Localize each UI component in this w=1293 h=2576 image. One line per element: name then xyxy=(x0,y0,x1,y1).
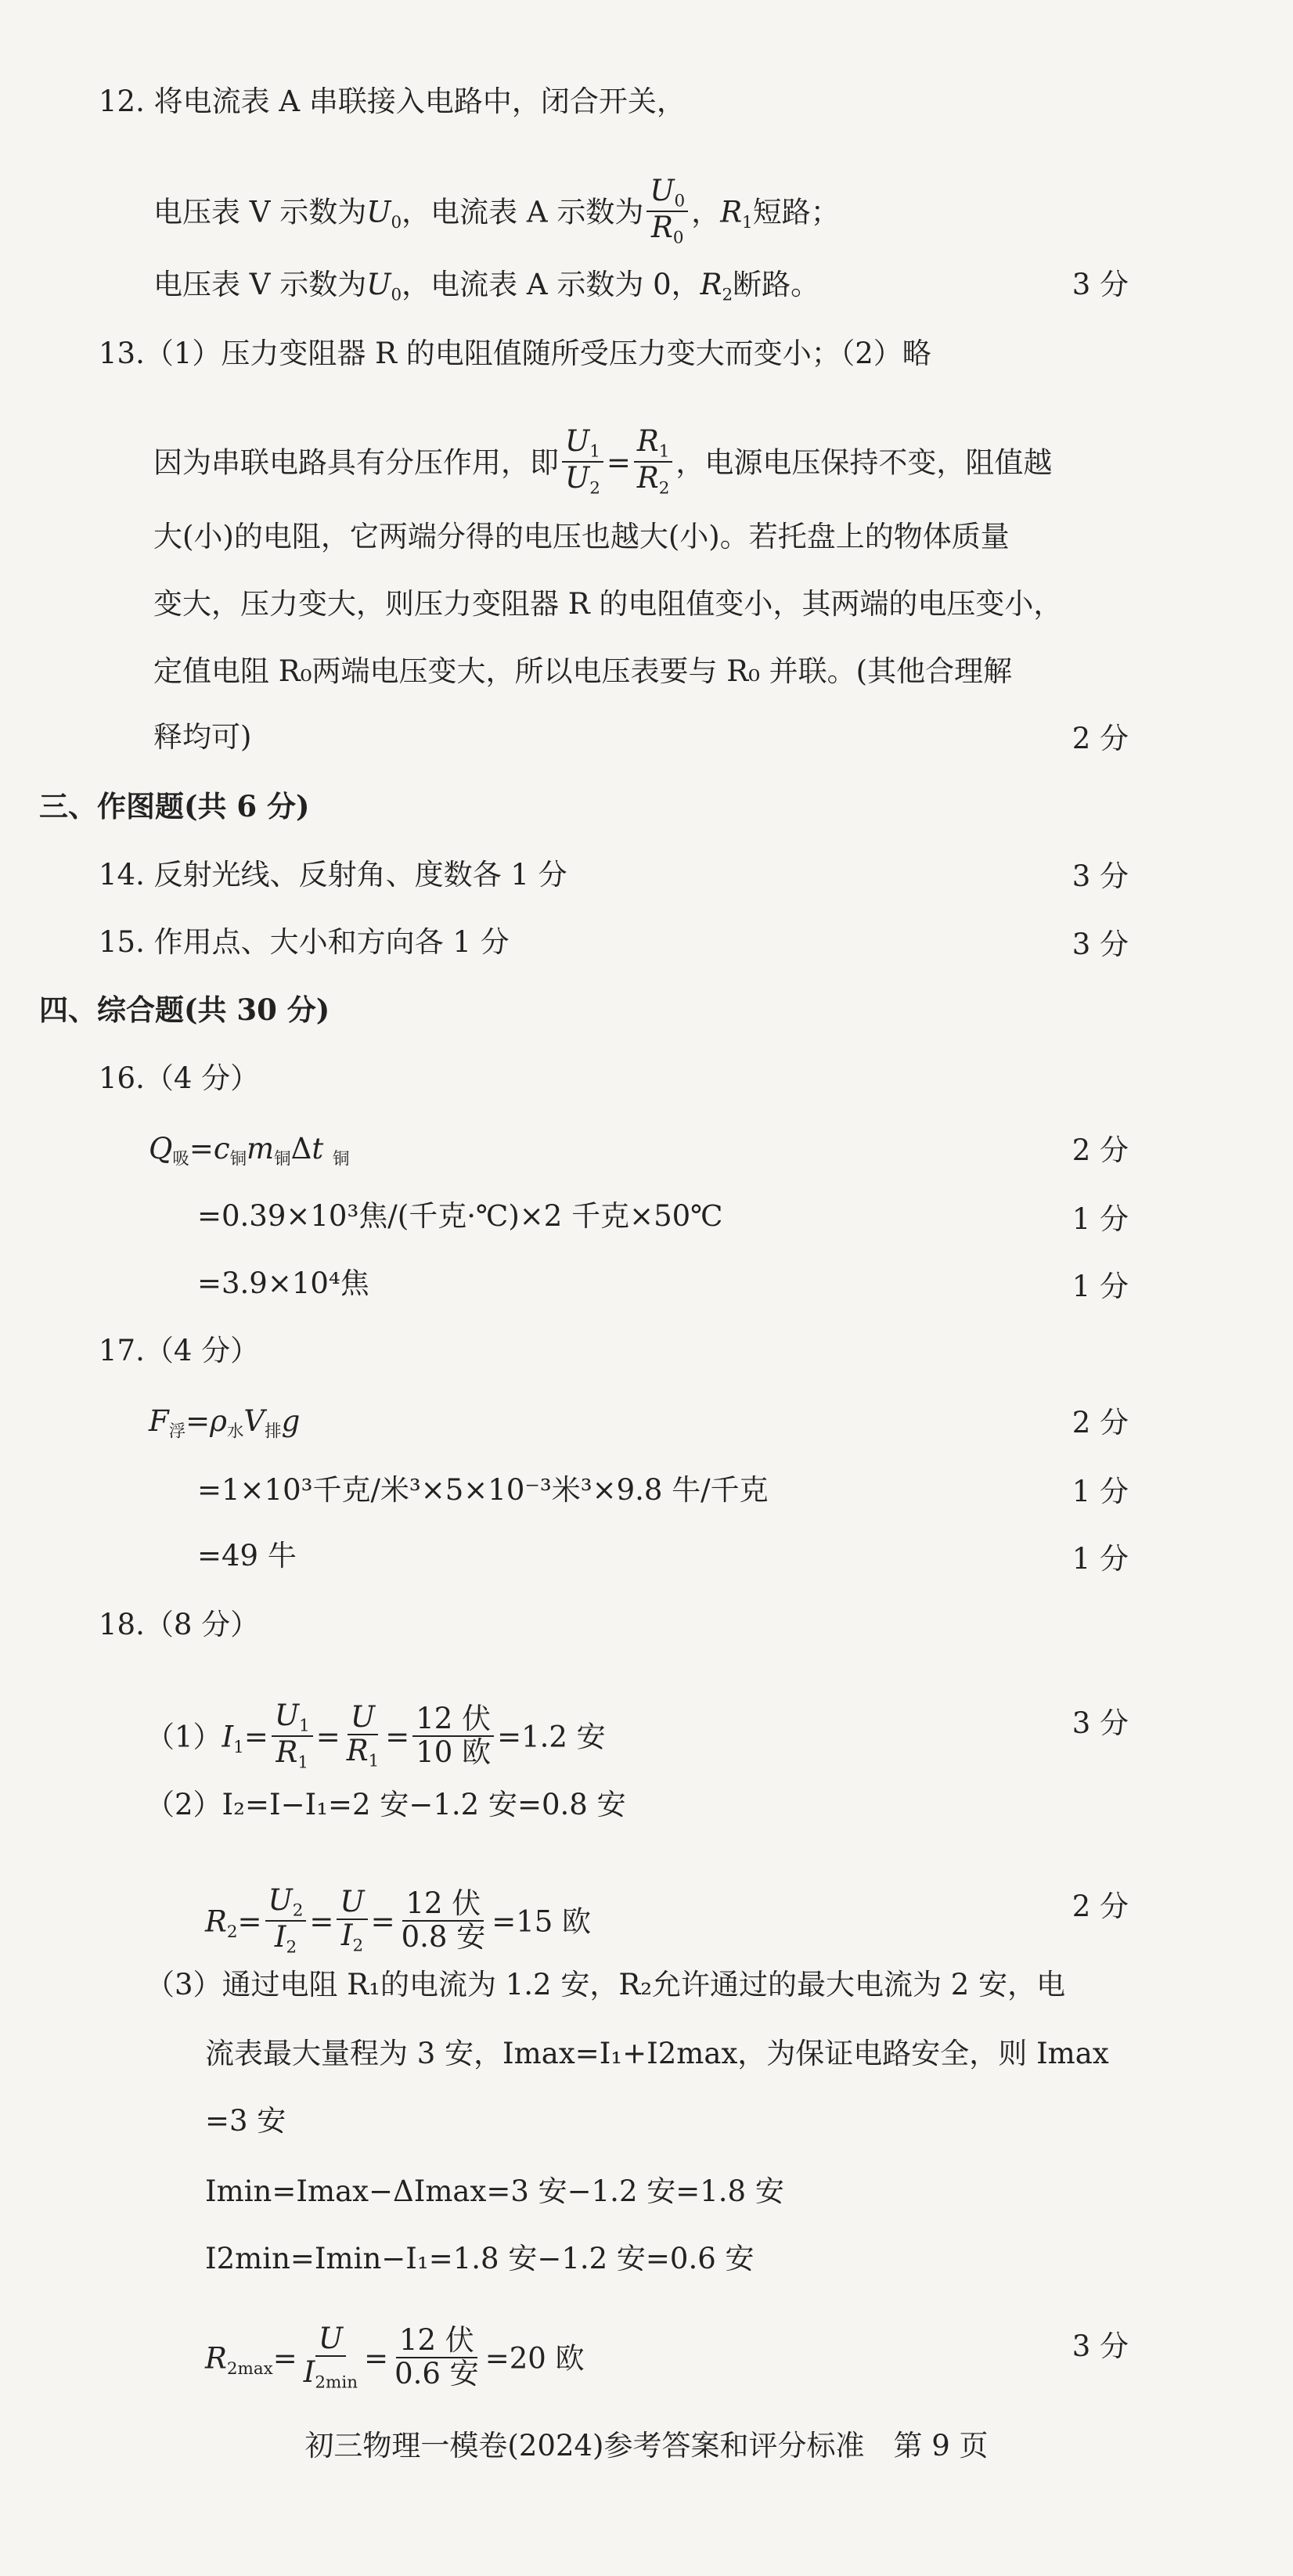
fraction-r1-r2: $\frac{R_1}{R_2}$ xyxy=(634,426,673,498)
q12-line3: 电压表 V 示数为$U_0$，电流表 A 示数为 0，$R_2$断路。 xyxy=(153,268,820,305)
section4-title: 四、综合题(共 30 分) xyxy=(39,993,330,1027)
q16-line2: =0.39×10³焦/(千克·℃)×2 千克×50℃ xyxy=(197,1199,723,1233)
q18-part3-line3: =3 安 xyxy=(205,2104,286,2138)
q16-score3: 1 分 xyxy=(1071,1270,1129,1303)
q13-line3: 大(小)的电阻，它两端分得的电压也越大(小)。若托盘上的物体质量 xyxy=(153,520,1010,553)
q12-line2: 电压表 V 示数为$U_0$，电流表 A 示数为 $\frac{U_0}{R_0}$ ，$R_1$短路； xyxy=(153,174,840,248)
q18-part3-line6: $R_{2max}=$ U $I_{2min}$ = 12 伏 0.6 安 =20 欧 xyxy=(205,2322,585,2393)
q13-score: 2 分 xyxy=(1071,722,1129,755)
q18-score1: 3 分 xyxy=(1071,1706,1129,1740)
q16-line1: $Q_吸=c_铜m_铜\Delta t$ $_铜$ xyxy=(149,1132,350,1169)
q13-line5: 定值电阻 R₀两端电压变大，所以电压表要与 R₀ 并联。(其他合理解 xyxy=(153,654,1013,688)
q17-head: 17.（4 分） xyxy=(99,1334,260,1367)
section3-title: 三、作图题(共 6 分) xyxy=(39,789,310,823)
q18-part3-line5: I2min=Imin−I₁=1.8 安−1.2 安=0.6 安 xyxy=(205,2242,755,2275)
q17-score3: 1 分 xyxy=(1071,1542,1129,1576)
q13-line1: 13.（1）压力变阻器 R 的电阻值随所受压力变大而变小；（2）略 xyxy=(99,337,931,370)
q15-score: 3 分 xyxy=(1071,928,1129,961)
q18-part2: （2）I₂=I−I₁=2 安−1.2 安=0.8 安 xyxy=(146,1788,626,1821)
q18-part3-line2: 流表最大量程为 3 安，Imax=I₁+I2max，为保证电路安全，则 Imax xyxy=(205,2037,1109,2070)
q14-text: 14. 反射光线、反射角、度数各 1 分 xyxy=(99,858,567,892)
fraction-u0-r0: $\frac{U_0}{R_0}$ xyxy=(646,175,688,247)
q16-line3: =3.9×10⁴焦 xyxy=(197,1266,369,1300)
q18-head: 18.（8 分） xyxy=(99,1608,260,1641)
q18-part3-line4: Imin=Imax−ΔImax=3 安−1.2 安=1.8 安 xyxy=(205,2174,784,2208)
q18-part3-line1: （3）通过电阻 R₁的电流为 1.2 安，R₂允许通过的最大电流为 2 安，电 xyxy=(146,1968,1066,2001)
q16-score2: 1 分 xyxy=(1071,1202,1129,1236)
fraction-u1-u2: $\frac{U_1}{U_2}$ xyxy=(562,426,603,498)
q12-score: 3 分 xyxy=(1071,268,1129,301)
q17-line1: $F_浮=\rho_水V_排g$ xyxy=(149,1404,301,1442)
q13-line6: 释均可) xyxy=(153,720,252,754)
q16-score1: 2 分 xyxy=(1071,1133,1129,1167)
q17-line2: =1×10³千克/米³×5×10⁻³米³×9.8 牛/千克 xyxy=(197,1473,769,1507)
q17-score1: 2 分 xyxy=(1071,1406,1129,1439)
q16-head: 16.（4 分） xyxy=(99,1061,260,1095)
q18-part1: $(1)I_1=$ $\frac{U_1}{R_1}$ = $\frac{U}{R_1}$ = 12 伏 10 欧 =1.2 安 xyxy=(146,1699,606,1773)
q12-line1: 12. 将电流表 A 串联接入电路中，闭合开关， xyxy=(99,85,686,118)
q18-part2-r2: $R_2=$ $\frac{U_2}{I_2}$ = $\frac{U}{I_2}$ = 12 伏 0.8 安 =15 欧 xyxy=(205,1883,592,1958)
q18-score2: 2 分 xyxy=(1071,1890,1129,1923)
q14-score: 3 分 xyxy=(1071,859,1129,893)
q15-text: 15. 作用点、大小和方向各 1 分 xyxy=(99,925,510,959)
q13-line2: 因为串联电路具有分压作用，即 $\frac{U_1}{U_2}$ = $\frac{R_1}{R_2}$ ，电源电压保持不变，阻值越 xyxy=(153,424,1053,499)
q13-line4: 变大，压力变大，则压力变阻器 R 的电阻值变小，其两端的电压变小， xyxy=(153,587,1063,621)
q18-score3: 3 分 xyxy=(1071,2329,1129,2363)
q17-score2: 1 分 xyxy=(1071,1475,1129,1508)
q17-line3: =49 牛 xyxy=(197,1539,297,1573)
page-footer: 初三物理一模卷(2024)参考答案和评分标准 第 9 页 xyxy=(304,2429,989,2463)
